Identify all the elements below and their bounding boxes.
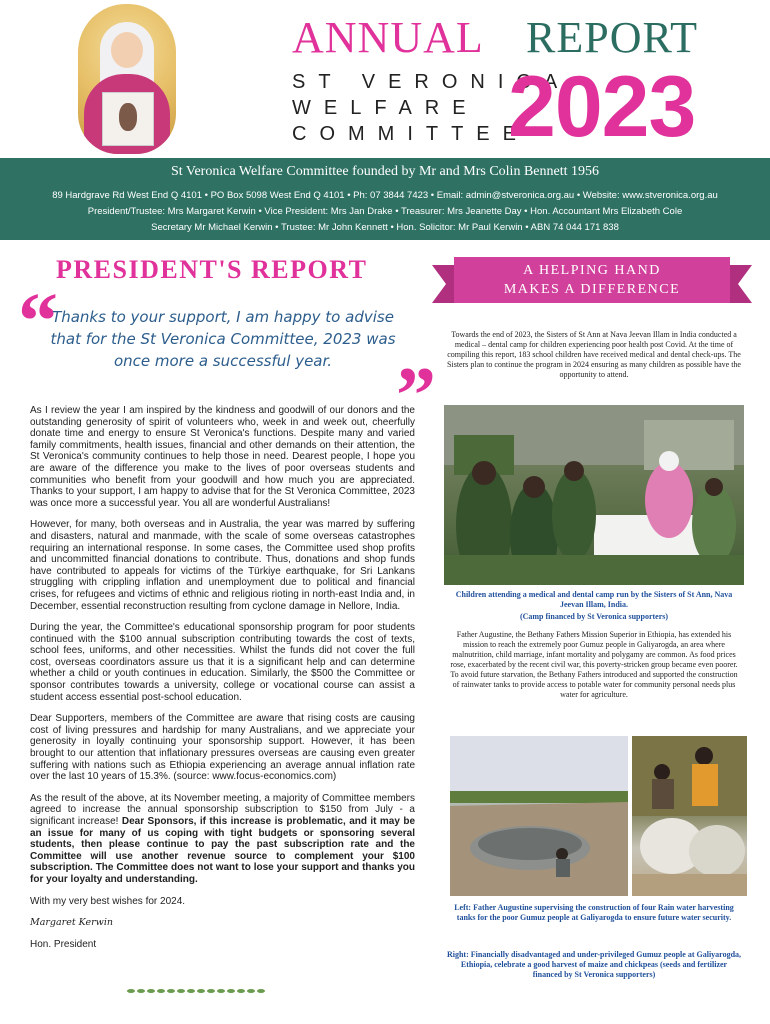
portrait-veil-cloth: [102, 92, 154, 146]
org-name-line2: WELFARE: [292, 97, 479, 119]
gumuz-harvest-photo: [632, 736, 747, 896]
org-name-line1: ST VERONICA: [292, 71, 571, 93]
helping-hand-banner: [432, 257, 752, 307]
rainwater-tank-photo-art: [450, 736, 628, 896]
report-paragraph: As I review the year I am inspired by the kindness and goodwill of our donors and the outstanding generosity of spirit of volunteers who, week in and week out, cheerfully donate time and energy to ensure St Veronica's functions. Despite many and varied family commitments, health issues, financial and other demands on their attention, the St Veronica's community continues to help those in need. Dearest people, I hope you are aware of the difference you make to the lives of poor overseas students and communities who benefit from your goodwill and how much you are appreciated. Thanks to your support, I am happy to advise that for the St Veronica Committee, 2023 was once more a successful year. You all are wonderful Australians!: [30, 405, 415, 509]
tank-photo-caption: Left: Father Augustine supervising the construction of four Rain water harvesting tanks for the poor Gumuz people at Galiyarogda to ensure future water security.: [454, 903, 734, 922]
president-report-body: [30, 405, 415, 960]
info-band: [0, 158, 770, 240]
banner-tail-right: [730, 265, 752, 303]
presidents-report-title: PRESIDENT'S REPORT: [56, 255, 368, 284]
quote-open-mark: “: [18, 278, 58, 366]
report-paragraph: During the year, the Committee's educational sponsorship program for poor students continued with the $100 annual subscription contributing towards the cost of texts, school fees, uniforms, and other necessities. Whilst the funds did not cover the full cost, overseas coordinators assure us that it is a significant help and can determine whether a child or youth continues in education. Similarly, the $500 the Committee or sponsor contributes towards a university, college or vocational course can assist a student access essential post-school education.: [30, 622, 415, 703]
st-veronica-portrait-image: [78, 4, 176, 154]
org-name-line3: COMMITTEE: [292, 123, 529, 145]
report-paragraph: Dear Supporters, members of the Committee are aware that rising costs are causing cost of living pressures and hardship for many Australians, and we appreciate your generosity in loyally continuing your sponsorship support. However, it has been brought to our attention that inflationary pressures overseas are causing even greater suffering with nations such as Ethiopia experiencing an average annual inflation rate over the last 10 years of 15.3%. (source: www.focus-economics.com): [30, 713, 415, 783]
president-signature: Margaret Kerwin: [30, 917, 113, 929]
closing-line: With my very best wishes for 2024.: [30, 895, 186, 907]
harvest-photo-caption: Right: Financially disadvantaged and under-privileged Gumuz people at Galiyarogda, Ethiopia, celebrate a good harvest of maize and chickpeas (seeds and fertilizer financed by St Veronica supporters): [446, 950, 742, 979]
officers-line1: President/Trustee: Mrs Margaret Kerwin • Vice President: Mrs Jan Drake • Treasurer: Mrs Jeanette Day • Hon. Accountant Mrs Elizabeth Cole: [87, 206, 683, 217]
report-paragraph: However, for many, both overseas and in Australia, the year was marred by suffering and disasters, natural and manmade, with the scale of some overseas catastrophes requiring an international response. In some cases, the Committee used shop profits and uncommitted financial donations to contribute. Thus, donations and shop funds have contributed to appeals for victims of the Türkiye earthquake, for Sri Lankans struggling with crippling inflation and unemployment due to political and financial crises, for refugees and victims of ethnic and religious rioting in north-east India and, in December, essential reconstruction resulting from cyclone damage in Nellore, India.: [30, 519, 415, 612]
leaf-divider-ornament: [126, 982, 286, 992]
president-pull-quote: Thanks to your support, I am happy to advise that for the St Veronica Committee, 2023 was once more a successful year.: [50, 308, 396, 370]
quote-close-mark: ”: [396, 352, 436, 440]
banner-line2: MAKES A DIFFERENCE: [503, 282, 681, 297]
camp-photo-caption: Children attending a medical and dental camp run by the Sisters of St Ann, Nava Jeevan Illam, India.: [455, 590, 733, 609]
founded-line: St Veronica Welfare Committee founded by Mr and Mrs Colin Bennett 1956: [170, 164, 599, 179]
medical-camp-intro: Towards the end of 2023, the Sisters of St Ann at Nava Jeevan Illam in India conducted a medical – dental camp for children experiencing poor health post Covid. At the time of compiling this report, 183 school children have received medical and dental check-ups. The Sisters plan to continue the program in 2024 ensuring as many children as possible have the opportunity to attend.: [447, 330, 741, 379]
medical-camp-photo: [444, 405, 744, 585]
report-year: 2023: [508, 59, 696, 155]
banner-line1: A HELPING HAND: [523, 263, 661, 278]
contact-line: 89 Hardgrave Rd West End Q 4101 • PO Box 5098 West End Q 4101 • Ph: 07 3844 7423 • Email: admin@stveronica.org.au • Website: www.stveronica.org.au: [52, 190, 718, 201]
report-paragraph: [30, 793, 415, 886]
paragraph-bold-text: Dear Sponsors, if this increase is problematic, and it may be an issue for many of us coping with tight budgets or sponsoring several students, then please continue to pay the past subscription rate and the Committee will use another revenue source to complement your $100 subscription. The Committee does not want to lose your support and thanks you for your loyalty and understanding.: [30, 816, 416, 885]
medical-camp-photo-art: [444, 405, 744, 585]
title-annual: ANNUAL: [292, 13, 484, 62]
banner-tail-left: [432, 265, 454, 303]
gumuz-harvest-photo-art: [632, 736, 747, 896]
report-header: [0, 0, 770, 158]
officers-line2: Secretary Mr Michael Kerwin • Trustee: Mr John Kennett • Hon. Solicitor: Mr Paul Kerwin • ABN 74 044 171 838: [151, 222, 619, 233]
camp-photo-credit: (Camp financed by St Veronica supporters): [519, 612, 669, 621]
paragraph-text: As the result of the above, at its November meeting, a majority of Committee members agreed to increase the annual sponsorship subscription to $150 from July - a significant increase!: [30, 792, 415, 827]
portrait-face: [111, 32, 143, 68]
ethiopia-mission-text: Father Augustine, the Bethany Fathers Mission Superior in Ethiopia, has extended his mission to reach the extremely poor Gumuz people in Galiyarogda, an area where malnutrition, child marriage, infant mortality and polygamy are common. As food prices rose, exacerbated by the recent civil war, this poverty-stricken group became even poorer. To avoid future starvation, the Bethany Fathers introduced and supported the construction of rainwater tanks to provide access to potable water for community personal needs plus water for agriculture.: [450, 630, 738, 699]
title-report: REPORT: [526, 13, 699, 62]
rainwater-tank-photo: [450, 736, 628, 896]
signoff-title: Hon. President: [30, 938, 97, 950]
